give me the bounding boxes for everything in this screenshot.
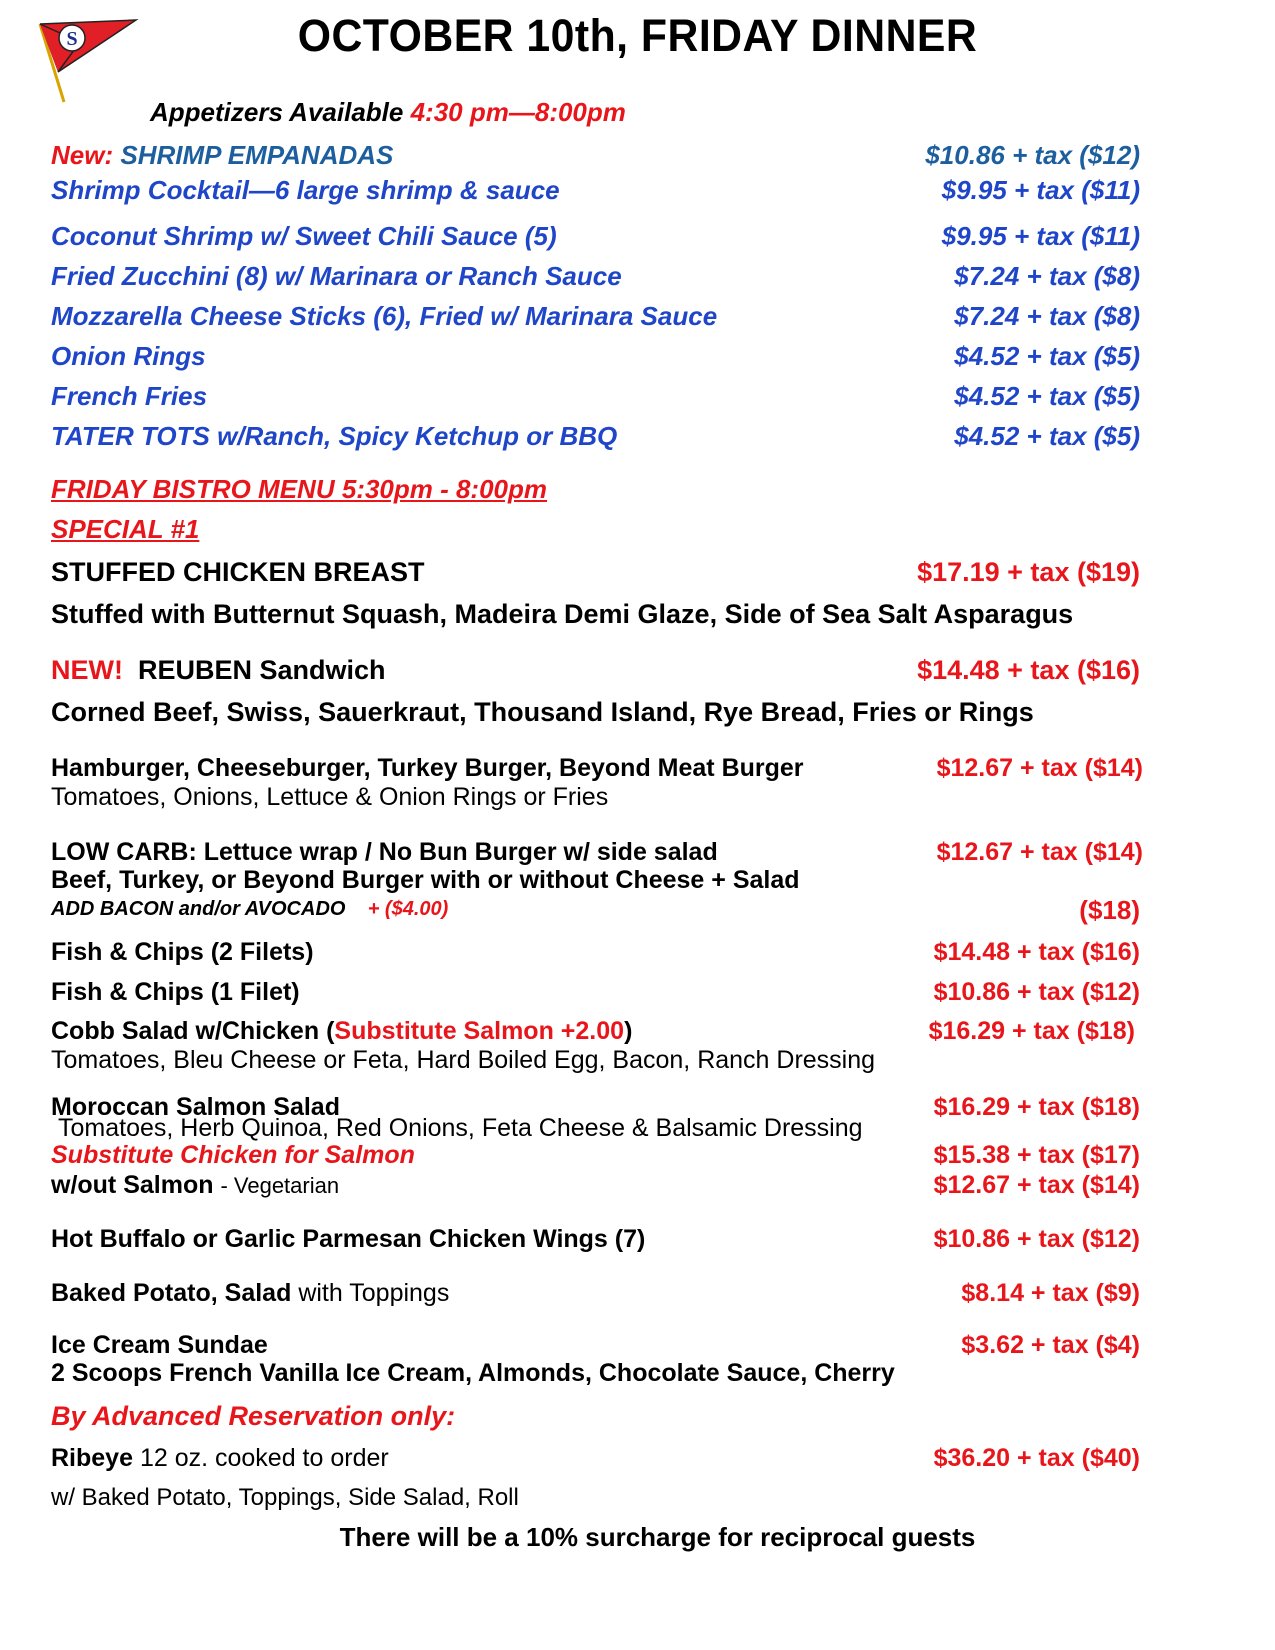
- addon-text: ADD BACON and/or AVOCADO: [51, 898, 346, 920]
- menu-item-name: Fish & Chips (2 Filets): [51, 938, 314, 966]
- menu-item-price: $10.86 + tax ($12): [933, 1225, 1140, 1253]
- menu-item-price: $12.67 + tax ($14): [936, 754, 1143, 782]
- menu-item-price: $14.48 + tax ($16): [917, 655, 1140, 685]
- menu-item-price: $8.14 + tax ($9): [961, 1279, 1140, 1307]
- appetizer-price: $10.86 + tax ($12): [925, 140, 1140, 170]
- vegetarian-option: [51, 1171, 339, 1200]
- addon-total: ($18): [1079, 895, 1140, 925]
- menu-item-name: Ice Cream Sundae: [51, 1331, 268, 1359]
- reuben-name: REUBEN Sandwich: [138, 655, 386, 685]
- menu-item-price: $17.19 + tax ($19): [917, 557, 1140, 587]
- appetizers-hours: 4:30 pm—8:00pm: [410, 97, 626, 127]
- menu-item-description: Tomatoes, Onions, Lettuce & Onion Rings or Fries: [51, 783, 609, 811]
- special-label: SPECIAL #1: [51, 514, 200, 544]
- menu-item-name: Hamburger, Cheeseburger, Turkey Burger, Beyond Meat Burger: [51, 754, 804, 782]
- page-title: OCTOBER 10th, FRIDAY DINNER: [297, 10, 978, 61]
- menu-item-name: [51, 655, 386, 686]
- menu-item-description: Tomatoes, Bleu Cheese or Feta, Hard Boiled Egg, Bacon, Ranch Dressing: [51, 1046, 876, 1074]
- menu-item-price: $16.29 + tax ($18): [933, 1093, 1140, 1121]
- potato-tail: with Toppings: [298, 1279, 450, 1307]
- menu-item-price: $36.20 + tax ($40): [933, 1444, 1140, 1472]
- ribeye-tail: 12 oz. cooked to order: [139, 1444, 389, 1472]
- logo-letter: S: [66, 28, 78, 50]
- appetizer-name: SHRIMP EMPANADAS: [120, 140, 394, 170]
- bistro-menu-heading: FRIDAY BISTRO MENU 5:30pm - 8:00pm: [51, 474, 548, 504]
- appetizer-price: $9.95 + tax ($11): [941, 175, 1140, 205]
- paren-open: (: [326, 1017, 335, 1045]
- menu-item-description: Beef, Turkey, or Beyond Burger with or without Cheese + Salad: [51, 866, 800, 894]
- appetizers-heading: [150, 97, 626, 128]
- appetizer-name: Coconut Shrimp w/ Sweet Chili Sauce (5): [51, 221, 557, 251]
- appetizer-price: $4.52 + tax ($5): [954, 381, 1140, 411]
- menu-item-price: $15.38 + tax ($17): [933, 1141, 1140, 1169]
- menu-item-price: $16.29 + tax ($18): [928, 1017, 1135, 1045]
- substitute-note: Substitute Salmon +2.00: [334, 1017, 625, 1045]
- menu-item-name: [51, 1017, 632, 1046]
- menu-item-name: Hot Buffalo or Garlic Parmesan Chicken Wings (7): [51, 1225, 646, 1253]
- menu-item-description: Stuffed with Butternut Squash, Madeira Demi Glaze, Side of Sea Salt Asparagus: [51, 599, 1074, 629]
- cobb-name: Cobb Salad w/Chicken: [51, 1017, 320, 1045]
- reservation-label: By Advanced Reservation only:: [51, 1401, 456, 1431]
- menu-item-description: w/ Baked Potato, Toppings, Side Salad, Roll: [51, 1484, 519, 1511]
- substitute-option: Substitute Chicken for Salmon: [51, 1141, 415, 1169]
- no-salmon-label: w/out Salmon: [51, 1171, 214, 1199]
- menu-item-name: Fish & Chips (1 Filet): [51, 978, 300, 1006]
- menu-item-description: Corned Beef, Swiss, Sauerkraut, Thousand Island, Rye Bread, Fries or Rings: [51, 697, 1034, 727]
- menu-item-price: $12.67 + tax ($14): [936, 838, 1143, 866]
- appetizer-name: Onion Rings: [51, 341, 206, 371]
- appetizer-name: French Fries: [51, 381, 208, 411]
- appetizer-price: $4.52 + tax ($5): [954, 421, 1140, 451]
- menu-item-description: 2 Scoops French Vanilla Ice Cream, Almonds, Chocolate Sauce, Cherry: [51, 1359, 895, 1387]
- appetizer-name: Mozzarella Cheese Sticks (6), Fried w/ Marinara Sauce: [51, 301, 718, 331]
- menu-item-name: STUFFED CHICKEN BREAST: [51, 557, 425, 587]
- appetizer-price: $9.95 + tax ($11): [941, 221, 1140, 251]
- menu-item-name: Moroccan Salmon Salad: [51, 1093, 340, 1121]
- addon-line: [51, 898, 448, 921]
- appetizer-name: Shrimp Cocktail—6 large shrimp & sauce: [51, 175, 560, 205]
- addon-price: + ($4.00): [367, 898, 449, 920]
- appetizer-name: Fried Zucchini (8) w/ Marinara or Ranch Sauce: [51, 261, 622, 291]
- menu-item-name: [51, 1444, 389, 1473]
- appetizer-price: $7.24 + tax ($8): [954, 261, 1140, 291]
- menu-item-name: [51, 1279, 449, 1308]
- menu-item-price: $14.48 + tax ($16): [933, 938, 1140, 966]
- appetizers-label: Appetizers Available: [150, 97, 404, 127]
- vegetarian-note: - Vegetarian: [220, 1173, 340, 1198]
- paren-close: ): [624, 1017, 633, 1045]
- menu-item-price: $3.62 + tax ($4): [961, 1331, 1140, 1359]
- menu-item-name: LOW CARB: Lettuce wrap / No Bun Burger w/ side salad: [51, 838, 718, 866]
- new-label: New:: [51, 140, 114, 170]
- appetizer-name: TATER TOTS w/Ranch, Spicy Ketchup or BBQ: [51, 421, 618, 451]
- menu-item-price: $12.67 + tax ($14): [933, 1171, 1140, 1199]
- appetizer-price: $7.24 + tax ($8): [954, 301, 1140, 331]
- ribeye-name: Ribeye: [51, 1444, 133, 1472]
- appetizer-price: $4.52 + tax ($5): [954, 341, 1140, 371]
- potato-name: Baked Potato, Salad: [51, 1279, 292, 1307]
- new-label: NEW!: [51, 655, 123, 685]
- menu-item-price: $10.86 + tax ($12): [933, 978, 1140, 1006]
- surcharge-note: There will be a 10% surcharge for reciprocal guests: [339, 1522, 976, 1552]
- menu-item-description: Tomatoes, Herb Quinoa, Red Onions, Feta Cheese & Balsamic Dressing: [58, 1114, 863, 1142]
- appetizer-item: [51, 140, 393, 171]
